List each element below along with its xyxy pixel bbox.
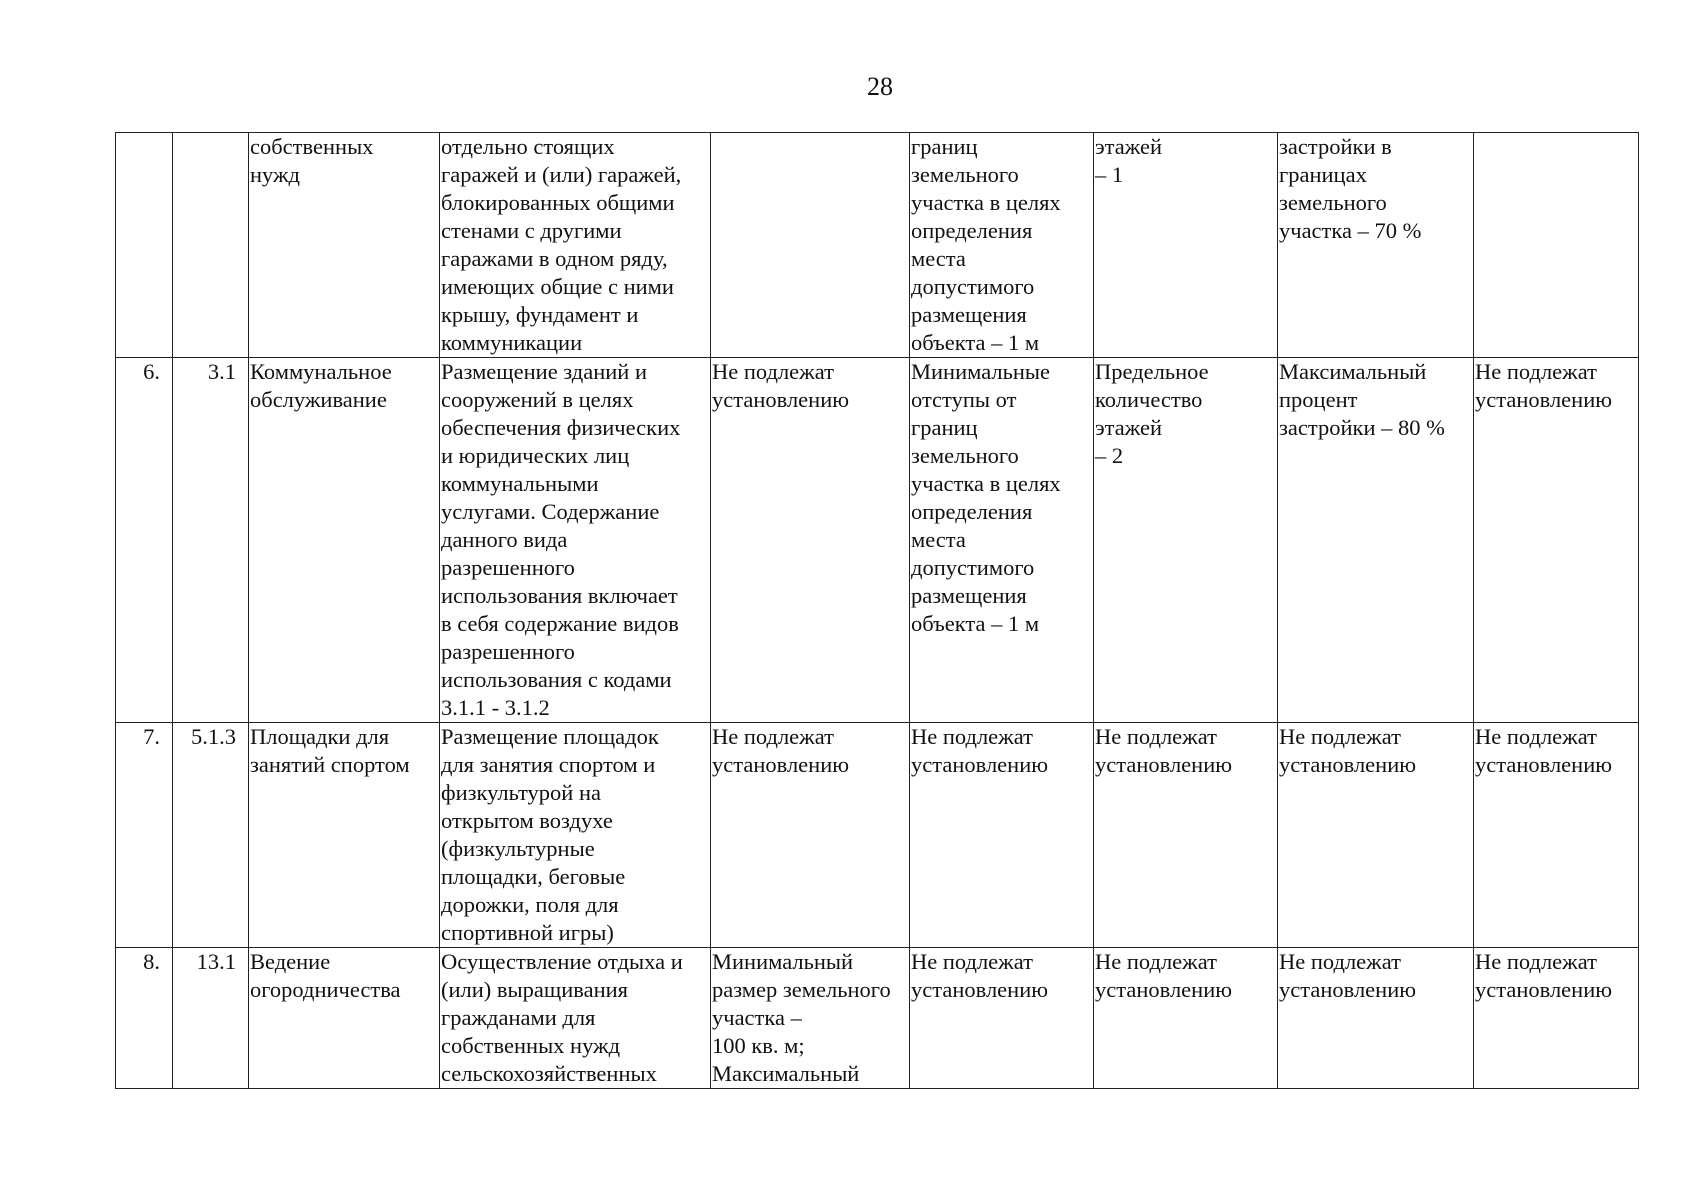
other-params-cell: Не подлежат установлению (1474, 723, 1639, 948)
other-params-cell (1474, 133, 1639, 358)
floors-cell: Не подлежат установлению (1094, 723, 1278, 948)
use-description-cell: Осуществление отдыха и (или) выращивания гражданами для собственных нужд сельскохозяйственных (440, 948, 711, 1089)
coverage-cell: Не подлежат установлению (1278, 948, 1474, 1089)
row-number-cell: 6. (116, 358, 173, 723)
row-number-cell (116, 133, 173, 358)
other-params-cell: Не подлежат установлению (1474, 948, 1639, 1089)
use-code-cell (173, 133, 249, 358)
use-code-cell: 5.1.3 (173, 723, 249, 948)
floors-cell: Предельное количество этажей – 2 (1094, 358, 1278, 723)
row-number-cell: 7. (116, 723, 173, 948)
use-name-cell: собственных нужд (249, 133, 440, 358)
table-row (116, 358, 1639, 723)
coverage-cell: Не подлежат установлению (1278, 723, 1474, 948)
coverage-cell: Максимальный процент застройки – 80 % (1278, 358, 1474, 723)
plot-size-cell (711, 133, 910, 358)
table-row (116, 723, 1639, 948)
coverage-cell: застройки в границах земельного участка – 70 % (1278, 133, 1474, 358)
table-row (116, 948, 1639, 1089)
use-description-cell: Размещение площадок для занятия спортом и физкультурой на открытом воздухе (физкультурные площадки, беговые дорожки, поля для спортивной игры) (440, 723, 711, 948)
floors-cell: Не подлежат установлению (1094, 948, 1278, 1089)
setbacks-cell: Минимальные отступы от границ земельного участка в целях определения места допустимого размещения объекта – 1 м (910, 358, 1094, 723)
row-number-cell: 8. (116, 948, 173, 1089)
use-name-cell: Площадки для занятий спортом (249, 723, 440, 948)
use-description-cell: отдельно стоящих гаражей и (или) гаражей, блокированных общими стенами с другими гаражами в одном ряду, имеющих общие с ними крышу, фундамент и коммуникации (440, 133, 711, 358)
plot-size-cell: Минимальный размер земельного участка – 100 кв. м; Максимальный (711, 948, 910, 1089)
use-name-cell: Ведение огородничества (249, 948, 440, 1089)
setbacks-cell: Не подлежат установлению (910, 948, 1094, 1089)
setbacks-cell: границ земельного участка в целях определения места допустимого размещения объекта – 1 м (910, 133, 1094, 358)
page-number: 28 (867, 72, 893, 101)
plot-size-cell: Не подлежат установлению (711, 358, 910, 723)
use-code-cell: 13.1 (173, 948, 249, 1089)
other-params-cell: Не подлежат установлению (1474, 358, 1639, 723)
use-code-cell: 3.1 (173, 358, 249, 723)
use-name-cell: Коммунальное обслуживание (249, 358, 440, 723)
plot-size-cell: Не подлежат установлению (711, 723, 910, 948)
floors-cell: этажей – 1 (1094, 133, 1278, 358)
use-description-cell: Размещение зданий и сооружений в целях обеспечения физических и юридических лиц коммунальными услугами. Содержание данного вида разрешенного использования включает в себя содержание видов разрешенного использования с кодами 3.1.1 - 3.1.2 (440, 358, 711, 723)
setbacks-cell: Не подлежат установлению (910, 723, 1094, 948)
zoning-regulations-table (115, 132, 1639, 1089)
table-row (116, 133, 1639, 358)
